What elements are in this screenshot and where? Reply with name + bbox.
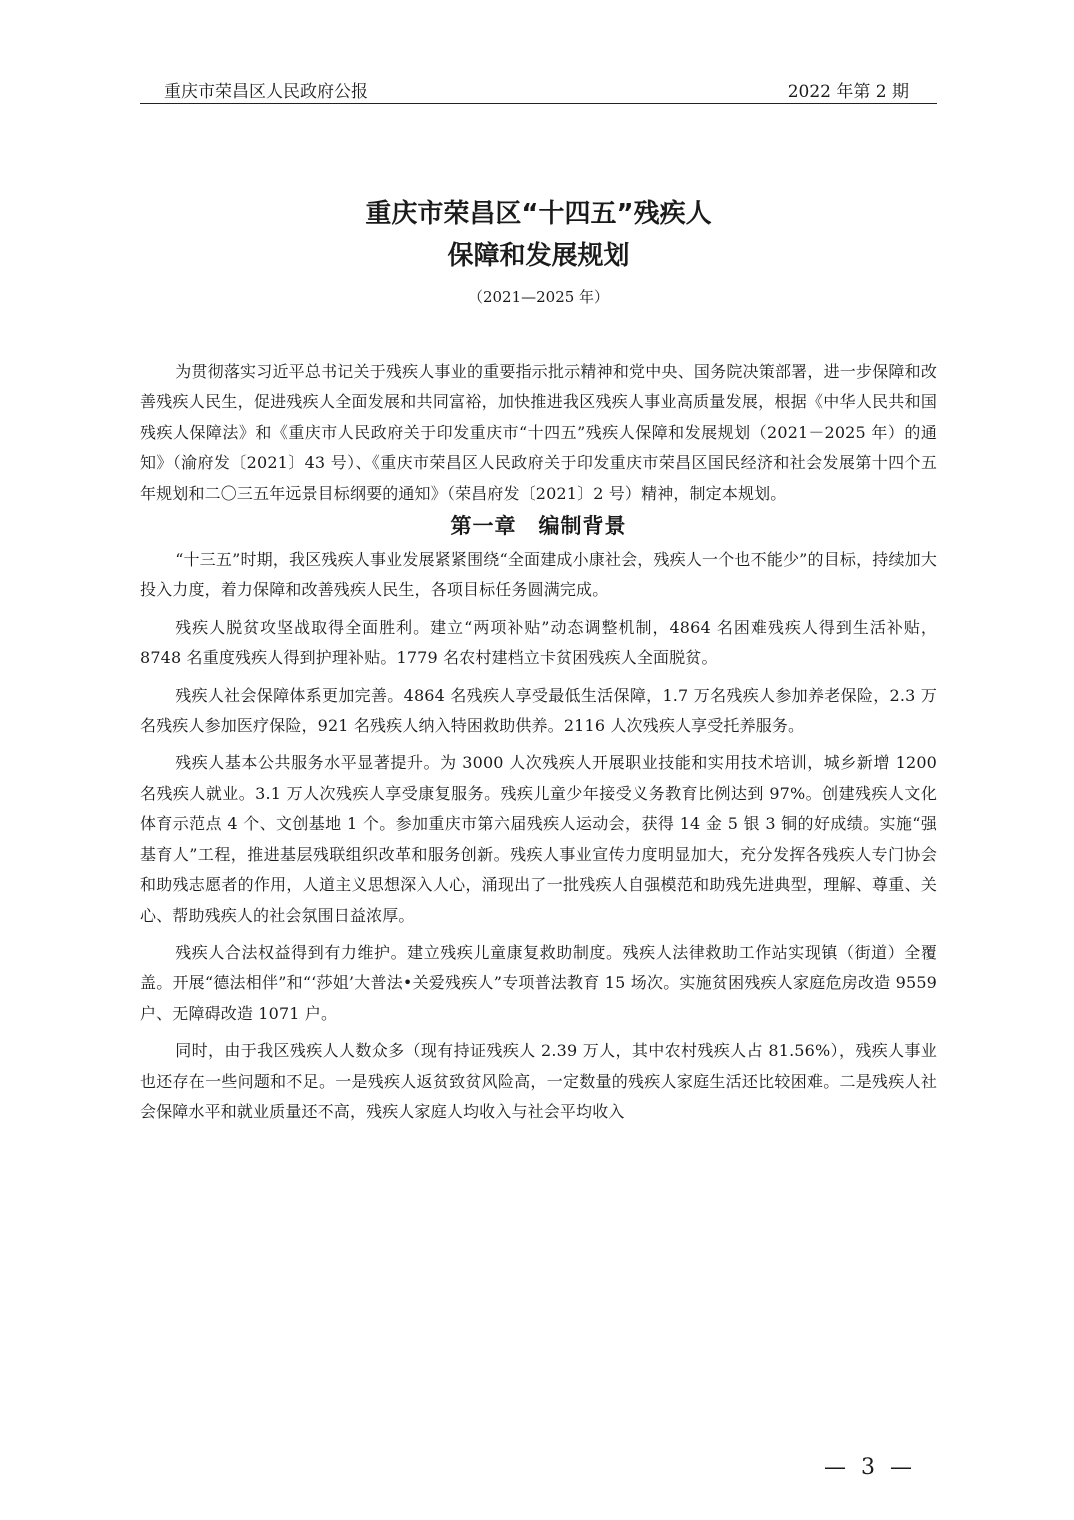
running-header (140, 76, 937, 102)
body-paragraph: 残疾人合法权益得到有力维护。建立残疾儿童康复救助制度。残疾人法律救助工作站实现镇（街道）全覆盖。开展“德法相伴”和“‘莎姐’大普法•关爱残疾人”专项普法教育 15 场次。实施贫困残疾人家庭危房改造 9559 户、无障碍改造 1071 户。 (140, 942, 937, 1023)
document-title (140, 193, 937, 277)
header-divider (140, 103, 937, 104)
document-subtitle: （2021—2025 年） (467, 288, 610, 306)
body-paragraph: “十三五”时期，我区残疾人事业发展紧紧围绕“全面建成小康社会，残疾人一个也不能少”的目标，持续加大投入力度，着力保障和改善残疾人民生，各项目标任务圆满完成。 (140, 550, 937, 600)
document-body (140, 357, 937, 1134)
body-paragraph: 同时，由于我区残疾人人数众多（现有持证残疾人 2.39 万人，其中农村残疾人占 81.56%），残疾人事业也还存在一些问题和不足。一是残疾人返贫致贫风险高，一定数量的残疾人家庭生活还比较困难。二是残疾人社会保障水平和就业质量还不高，残疾人家庭人均收入与社会平均收入 (140, 1041, 937, 1121)
document-title-line-1: 重庆市荣昌区“十四五”残疾人 (365, 199, 712, 229)
intro-paragraph: 为贯彻落实习近平总书记关于残疾人事业的重要指示批示精神和党中央、国务院决策部署，进一步保障和改善残疾人民生，促进残疾人全面发展和共同富裕，加快推进我区残疾人事业高质量发展，根据《中华人民共和国残疾人保障法》和《重庆市人民政府关于印发重庆市“十四五”残疾人保障和发展规划（2021－2025 年）的通知》（渝府发〔2021〕43 号）、《重庆市荣昌区人民政府关于印发重庆市荣昌区国民经济和社会发展第十四个五年规划和二〇三五年远景目标纲要的通知》（荣昌府发〔2021〕2 号）精神，制定本规划。 (140, 362, 937, 503)
page-number: — 3 — (824, 1455, 916, 1480)
body-paragraph: 残疾人社会保障体系更加完善。4864 名残疾人享受最低生活保障，1.7 万名残疾人参加养老保险，2.3 万名残疾人参加医疗保险，921 名残疾人纳入特困救助供养。2116 人次残疾人享受托养服务。 (140, 685, 937, 736)
chapter-heading: 第一章 编制背景 (450, 514, 627, 539)
document-title-line-2: 保障和发展规划 (447, 241, 630, 271)
header-issue-number: 2022 年第 2 期 (787, 82, 909, 102)
body-paragraph: 残疾人基本公共服务水平显著提升。为 3000 人次残疾人开展职业技能和实用技术培训，城乡新增 1200 名残疾人就业。3.1 万人次残疾人享受康复服务。残疾儿童少年接受义务教育比例达到 97%。创建残疾人文化体育示范点 4 个、文创基地 1 个。参加重庆市第六届残疾人运动会，获得 14 金 5 银 3 铜的好成绩。实施“强基育人”工程，推进基层残联组织改革和服务创新。残疾人事业宣传力度明显加大，充分发挥各残疾人专门协会和助残志愿者的作用，人道主义思想深入人心，涌现出了一批残疾人自强模范和助残先进典型，理解、尊重、关心、帮助残疾人的社会氛围日益浓厚。 (140, 753, 937, 925)
body-paragraph: 残疾人脱贫攻坚战取得全面胜利。建立“两项补贴”动态调整机制，4864 名困难残疾人得到生活补贴，8748 名重度残疾人得到护理补贴。1779 名农村建档立卡贫困残疾人全面脱贫。 (140, 617, 937, 668)
header-publication-name: 重庆市荣昌区人民政府公报 (164, 82, 368, 102)
